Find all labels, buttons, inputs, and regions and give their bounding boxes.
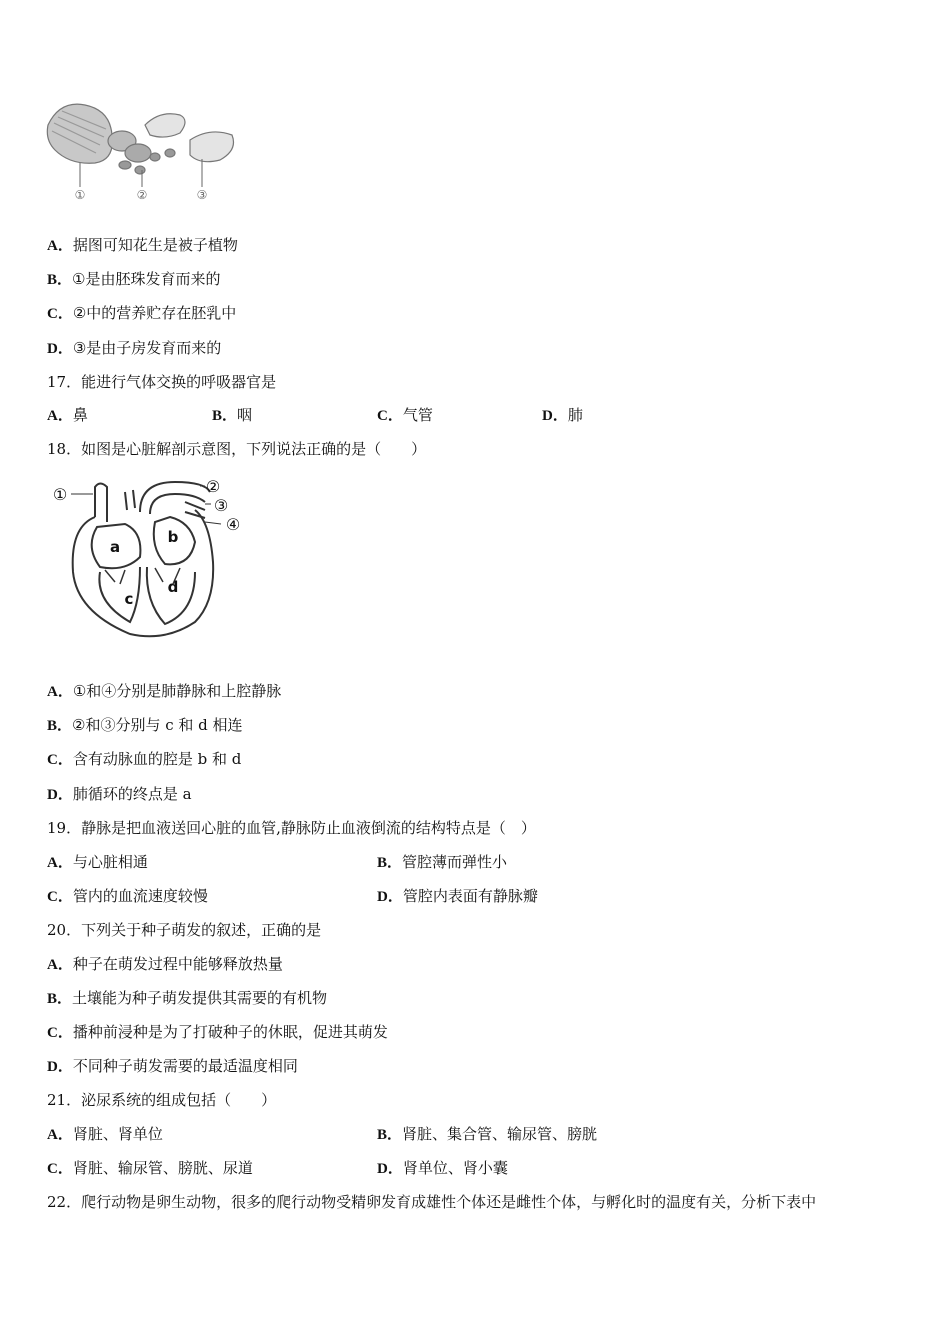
- q17-option-c: C．气管: [377, 406, 433, 424]
- q17-stem: 17．能进行气体交换的呼吸器官是: [47, 373, 277, 391]
- q20-stem: 20．下列关于种子萌发的叙述，正确的是: [47, 921, 322, 939]
- q21-option-a: A．肾脏、肾单位: [47, 1125, 163, 1143]
- q16-option-d: D．③是由子房发育而来的: [47, 339, 222, 357]
- heart-label-c: c: [124, 590, 134, 608]
- heart-label-4: ④: [225, 515, 241, 534]
- q16-option-b: B．①是由胚珠发育而来的: [47, 270, 221, 288]
- q20-option-c: C．播种前浸种是为了打破种子的休眠，促进其萌发: [47, 1023, 388, 1041]
- peanut-label-2: ②: [136, 188, 148, 202]
- q18-option-a: A．①和④分别是肺静脉和上腔静脉: [47, 682, 282, 700]
- q17-option-b: B．咽: [212, 406, 253, 424]
- heart-label-d: d: [167, 578, 179, 596]
- q21-stem: 21．泌尿系统的组成包括（ ）: [47, 1091, 277, 1109]
- heart-label-a: a: [109, 538, 121, 556]
- q17-option-d: D．肺: [542, 406, 583, 424]
- q16-option-a: A．据图可知花生是被子植物: [47, 236, 238, 254]
- q18-stem: 18．如图是心脏解剖示意图，下列说法正确的是（ ）: [47, 440, 427, 458]
- q19-option-a: A．与心脏相通: [47, 853, 148, 871]
- q21-option-c: C．肾脏、输尿管、膀胱、尿道: [47, 1159, 253, 1177]
- q19-option-c: C．管内的血流速度较慢: [47, 887, 208, 905]
- q20-option-b: B．土壤能为种子萌发提供其需要的有机物: [47, 989, 328, 1007]
- peanut-figure: [40, 95, 240, 205]
- q18-option-d: D．肺循环的终点是 a: [47, 785, 192, 803]
- q17-option-a: A．鼻: [47, 406, 88, 424]
- heart-label-3: ③: [213, 496, 229, 515]
- heart-label-1: ①: [52, 485, 68, 504]
- q19-stem: 19．静脉是把血液送回心脏的血管,静脉防止血液倒流的结构特点是（ ）: [47, 819, 536, 837]
- q16-option-c: C．②中的营养贮存在胚乳中: [47, 304, 237, 322]
- heart-label-b: b: [167, 528, 179, 546]
- peanut-label-3: ③: [196, 188, 208, 202]
- q21-option-b: B．肾脏、集合管、输尿管、膀胱: [377, 1125, 598, 1143]
- q18-option-c: C．含有动脉血的腔是 b 和 d: [47, 750, 242, 768]
- q21-option-d: D．肾单位、肾小囊: [377, 1159, 508, 1177]
- heart-label-2: ②: [205, 477, 221, 496]
- heart-figure: [45, 472, 250, 647]
- q20-option-a: A．种子在萌发过程中能够释放热量: [47, 955, 283, 973]
- q19-option-d: D．管腔内表面有静脉瓣: [377, 887, 538, 905]
- q20-option-d: D．不同种子萌发需要的最适温度相同: [47, 1057, 298, 1075]
- q19-option-b: B．管腔薄而弹性小: [377, 853, 508, 871]
- q22-stem: 22．爬行动物是卵生动物，很多的爬行动物受精卵发育成雄性个体还是雌性个体，与孵化时的温度有关，分析下表中: [47, 1193, 817, 1211]
- peanut-label-1: ①: [74, 188, 86, 202]
- q18-option-b: B．②和③分别与 c 和 d 相连: [47, 716, 243, 734]
